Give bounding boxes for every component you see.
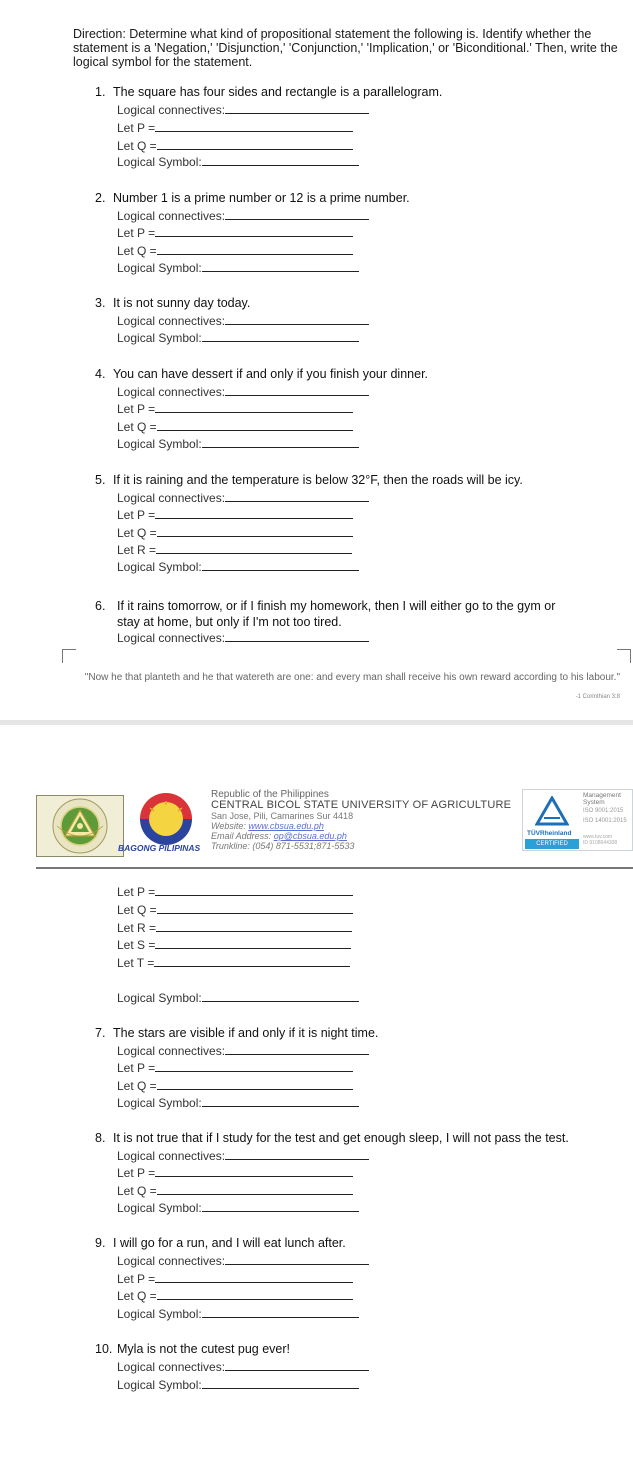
question-10	[95, 1342, 290, 1356]
question-text-line-1: If it rains tomorrow, or if I finish my homework, then I will either go to the gym or	[117, 599, 556, 613]
question-1	[95, 85, 442, 99]
q7-symbol-field[interactable]	[117, 1096, 359, 1110]
letterhead-text	[211, 789, 531, 851]
cert-body: TÜVRheinland	[527, 830, 572, 837]
symbol-label: Logical Symbol:	[117, 437, 202, 451]
university-name: CENTRAL BICOL STATE UNIVERSITY OF AGRICULTURE	[211, 799, 512, 811]
email-line	[211, 831, 531, 841]
answer-blank[interactable]	[155, 1061, 353, 1072]
answer-blank[interactable]	[155, 121, 353, 132]
let-q-label: Let Q =	[117, 139, 157, 153]
answer-blank[interactable]	[225, 103, 369, 114]
symbol-label: Logical Symbol:	[117, 1096, 202, 1110]
q10-connectives-field[interactable]	[117, 1360, 369, 1374]
question-number: 4.	[95, 367, 106, 381]
connectives-label: Logical connectives:	[117, 1360, 226, 1374]
answer-blank[interactable]	[202, 261, 359, 272]
answer-blank[interactable]	[157, 903, 353, 914]
answer-blank[interactable]	[202, 560, 359, 571]
let-t-label: Let T =	[117, 956, 155, 970]
answer-blank[interactable]	[157, 420, 353, 431]
question-8	[95, 1131, 569, 1145]
symbol-label: Logical Symbol:	[117, 1201, 202, 1215]
let-p-label: Let P =	[117, 1166, 156, 1180]
cert-id: ID 9108644308	[583, 840, 618, 846]
answer-blank[interactable]	[157, 1184, 353, 1195]
question-7	[95, 1026, 378, 1040]
answer-blank[interactable]	[154, 956, 350, 967]
website-link[interactable]: www.cbsua.edu.ph	[248, 821, 324, 831]
question-text: If it is raining and the temperature is below 32°F, then the roads will be icy.	[113, 473, 523, 487]
q9-symbol-field[interactable]	[117, 1307, 359, 1321]
trunkline: Trunkline: (054) 871-5531;871-5533	[211, 841, 355, 851]
cert-status: CERTIFIED	[525, 839, 579, 849]
connectives-label: Logical connectives:	[117, 1254, 226, 1268]
question-9	[95, 1236, 346, 1250]
q5-symbol-field[interactable]	[117, 560, 359, 574]
q2-let-p-field[interactable]	[117, 226, 353, 240]
q7-let-q-field[interactable]	[117, 1079, 353, 1093]
question-text-line-2: stay at home, but only if I'm not too tired.	[117, 615, 342, 629]
answer-blank[interactable]	[155, 938, 351, 949]
answer-blank[interactable]	[202, 155, 359, 166]
direction-label: Direction:	[73, 27, 126, 41]
answer-blank[interactable]	[202, 331, 359, 342]
q1-let-q-field[interactable]	[117, 139, 353, 153]
direction-paragraph	[73, 27, 623, 69]
footer-bracket-right	[617, 649, 631, 663]
let-p-label: Let P =	[117, 226, 156, 240]
email-link[interactable]: op@cbsua.edu.ph	[273, 831, 347, 841]
answer-blank[interactable]	[225, 209, 369, 220]
university-address: San Jose, Pili, Camarines Sur 4418	[211, 811, 354, 821]
q9-let-q-field[interactable]	[117, 1289, 353, 1303]
q5-let-p-field[interactable]	[117, 508, 353, 522]
question-2	[95, 191, 410, 205]
answer-blank[interactable]	[225, 1149, 369, 1160]
tuv-triangle-icon	[535, 796, 569, 826]
question-3	[95, 296, 250, 310]
answer-blank[interactable]	[225, 1044, 369, 1055]
answer-blank[interactable]	[157, 244, 353, 255]
q6-let-p-field[interactable]	[117, 885, 353, 899]
question-number: 6.	[95, 599, 106, 613]
let-q-label: Let Q =	[117, 1184, 157, 1198]
q8-symbol-field[interactable]	[117, 1201, 359, 1215]
question-number: 7.	[95, 1026, 106, 1040]
symbol-label: Logical Symbol:	[117, 261, 202, 275]
q8-let-q-field[interactable]	[117, 1184, 353, 1198]
let-r-label: Let R =	[117, 543, 157, 557]
letterhead-divider	[36, 867, 633, 869]
direction-text: Determine what kind of propositional statement the following is. Identify whether the statement is a 'Negation,' 'Disjunction,' 'Conjunction,' 'Implication,' or 'Biconditional.' Then, write the logical symbol for the statement.	[73, 27, 618, 69]
connectives-label: Logical connectives:	[117, 491, 226, 505]
question-number: 9.	[95, 1236, 106, 1250]
cert-url: www.tuv.com	[583, 834, 613, 840]
symbol-label: Logical Symbol:	[117, 991, 202, 1005]
connectives-label: Logical connectives:	[117, 385, 226, 399]
q8-let-p-field[interactable]	[117, 1166, 353, 1180]
q5-let-r-field[interactable]	[117, 543, 352, 557]
q6-connectives-field[interactable]	[117, 631, 369, 645]
question-text: It is not true that if I study for the test and get enough sleep, I will not pass the test.	[113, 1131, 569, 1145]
let-q-label: Let Q =	[117, 244, 157, 258]
q6-let-r-field[interactable]	[117, 921, 352, 935]
q5-let-q-field[interactable]	[117, 526, 353, 540]
answer-blank[interactable]	[225, 385, 369, 396]
let-q-label: Let Q =	[117, 420, 157, 434]
let-p-label: Let P =	[117, 1272, 156, 1286]
let-q-label: Let Q =	[117, 903, 157, 917]
answer-blank[interactable]	[202, 1201, 359, 1212]
answer-blank[interactable]	[225, 1254, 369, 1265]
q9-let-p-field[interactable]	[117, 1272, 353, 1286]
cert-title: Management System	[583, 792, 621, 806]
footer-bracket-left	[62, 649, 76, 663]
symbol-label: Logical Symbol:	[117, 1307, 202, 1321]
connectives-label: Logical connectives:	[117, 209, 226, 223]
q6-symbol-field[interactable]	[117, 991, 359, 1005]
question-text: Myla is not the cutest pug ever!	[117, 1342, 291, 1356]
answer-blank[interactable]	[202, 437, 359, 448]
answer-blank[interactable]	[225, 1360, 369, 1371]
answer-blank[interactable]	[202, 1096, 359, 1107]
answer-blank[interactable]	[202, 991, 359, 1002]
connectives-label: Logical connectives:	[117, 1149, 226, 1163]
let-s-label: Let S =	[117, 938, 156, 952]
q2-connectives-field[interactable]	[117, 209, 369, 223]
q4-let-q-field[interactable]	[117, 420, 353, 434]
question-number: 8.	[95, 1131, 106, 1145]
question-number: 5.	[95, 473, 106, 487]
answer-blank[interactable]	[155, 508, 353, 519]
question-text: The square has four sides and rectangle is a parallelogram.	[113, 85, 443, 99]
answer-blank[interactable]	[155, 226, 353, 237]
answer-blank[interactable]	[225, 631, 369, 642]
let-q-label: Let Q =	[117, 526, 157, 540]
q6-let-q-field[interactable]	[117, 903, 353, 917]
worksheet-page-1	[0, 0, 633, 720]
let-p-label: Let P =	[117, 1061, 156, 1075]
let-p-label: Let P =	[117, 508, 156, 522]
q4-symbol-field[interactable]	[117, 437, 359, 451]
republic-line: Republic of the Philippines	[211, 789, 329, 800]
answer-blank[interactable]	[157, 1079, 353, 1090]
question-number: 3.	[95, 296, 106, 310]
question-text: Number 1 is a prime number or 12 is a prime number.	[113, 191, 410, 205]
answer-blank[interactable]	[225, 491, 369, 502]
answer-blank[interactable]	[155, 1166, 353, 1177]
connectives-label: Logical connectives:	[117, 631, 226, 645]
let-p-label: Let P =	[117, 885, 156, 899]
answer-blank[interactable]	[156, 921, 352, 932]
symbol-label: Logical Symbol:	[117, 155, 202, 169]
q5-connectives-field[interactable]	[117, 491, 369, 505]
q8-connectives-field[interactable]	[117, 1149, 369, 1163]
q9-connectives-field[interactable]	[117, 1254, 369, 1268]
bagong-pilipinas-text: BAGONG PILIPINAS	[118, 843, 201, 853]
footer-bible-quote: "Now he that planteth and he that watereth are one: and every man shall receive his own reward according to his labour."	[84, 672, 620, 683]
answer-blank[interactable]	[155, 402, 353, 413]
email-label: Email Address:	[211, 831, 274, 841]
question-6	[95, 598, 625, 630]
question-text: It is not sunny day today.	[113, 296, 251, 310]
cert-iso-9001: ISO 9001:2015	[583, 808, 624, 814]
question-4	[95, 367, 428, 381]
let-q-label: Let Q =	[117, 1079, 157, 1093]
q1-symbol-field[interactable]	[117, 155, 359, 169]
answer-blank[interactable]	[157, 526, 353, 537]
q3-symbol-field[interactable]	[117, 331, 359, 345]
q6-let-t-field[interactable]	[117, 956, 350, 970]
q2-symbol-field[interactable]	[117, 261, 359, 275]
q7-let-p-field[interactable]	[117, 1061, 353, 1075]
cert-iso-14001: ISO 14001:2015	[583, 818, 627, 824]
answer-blank[interactable]	[157, 1289, 353, 1300]
q7-connectives-field[interactable]	[117, 1044, 369, 1058]
worksheet-page-2	[0, 725, 633, 1459]
connectives-label: Logical connectives:	[117, 1044, 226, 1058]
answer-blank[interactable]	[202, 1378, 359, 1389]
footer-quote-citation: -1 Corinthian 3:8	[575, 694, 620, 700]
answer-blank[interactable]	[156, 543, 352, 554]
connectives-label: Logical connectives:	[117, 103, 226, 117]
answer-blank[interactable]	[225, 314, 369, 325]
connectives-label: Logical connectives:	[117, 314, 226, 328]
website-label: Website:	[211, 821, 249, 831]
let-p-label: Let P =	[117, 402, 156, 416]
question-5	[95, 473, 523, 487]
answer-blank[interactable]	[202, 1307, 359, 1318]
question-text: The stars are visible if and only if it is night time.	[113, 1026, 379, 1040]
let-q-label: Let Q =	[117, 1289, 157, 1303]
let-p-label: Let P =	[117, 121, 156, 135]
tuv-certification-badge	[522, 789, 633, 851]
q4-let-p-field[interactable]	[117, 402, 353, 416]
q1-connectives-field[interactable]	[117, 103, 369, 117]
symbol-label: Logical Symbol:	[117, 560, 202, 574]
question-text: I will go for a run, and I will eat lunch after.	[113, 1236, 346, 1250]
question-number: 2.	[95, 191, 106, 205]
website-line	[211, 821, 531, 831]
question-text: You can have dessert if and only if you finish your dinner.	[113, 367, 429, 381]
q1-let-p-field[interactable]	[117, 121, 353, 135]
q10-symbol-field[interactable]	[117, 1378, 359, 1392]
symbol-label: Logical Symbol:	[117, 1378, 202, 1392]
university-seal-logo	[36, 795, 124, 857]
answer-blank[interactable]	[155, 885, 353, 896]
question-number: 10.	[95, 1342, 113, 1356]
let-r-label: Let R =	[117, 921, 157, 935]
question-number: 1.	[95, 85, 106, 99]
answer-blank[interactable]	[155, 1272, 353, 1283]
q3-connectives-field[interactable]	[117, 314, 369, 328]
symbol-label: Logical Symbol:	[117, 331, 202, 345]
answer-blank[interactable]	[157, 139, 353, 150]
q2-let-q-field[interactable]	[117, 244, 353, 258]
q6-let-s-field[interactable]	[117, 938, 351, 952]
q4-connectives-field[interactable]	[117, 385, 369, 399]
